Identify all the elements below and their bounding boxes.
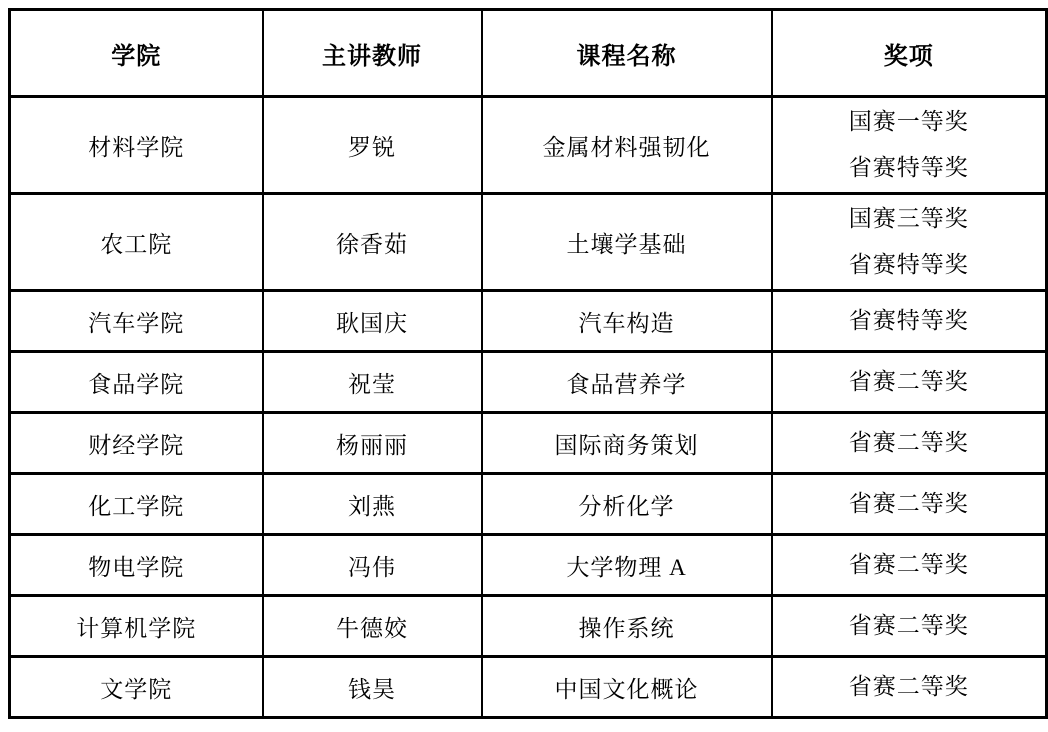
header-cell-teacher: 主讲教师 xyxy=(263,10,482,97)
award-line: 省赛特等奖 xyxy=(848,155,969,180)
cell-course: 分析化学 xyxy=(482,474,772,535)
award-line: 省赛二等奖 xyxy=(848,552,969,577)
cell-teacher: 冯伟 xyxy=(263,535,482,596)
cell-teacher: 杨丽丽 xyxy=(263,413,482,474)
cell-teacher: 耿国庆 xyxy=(263,291,482,352)
header-cell-award: 奖项 xyxy=(772,10,1047,97)
cell-awards xyxy=(772,474,1047,535)
table-row xyxy=(10,474,1047,535)
award-line: 省赛二等奖 xyxy=(848,491,969,516)
cell-course: 大学物理 A xyxy=(482,535,772,596)
table-header-row xyxy=(10,10,1047,97)
table-row xyxy=(10,657,1047,718)
cell-awards xyxy=(772,657,1047,718)
cell-college: 材料学院 xyxy=(10,97,263,194)
cell-course: 中国文化概论 xyxy=(482,657,772,718)
award-line: 省赛二等奖 xyxy=(848,369,969,394)
cell-awards xyxy=(772,535,1047,596)
cell-awards xyxy=(772,194,1047,291)
cell-teacher: 刘燕 xyxy=(263,474,482,535)
course-award-table xyxy=(8,8,1048,719)
cell-teacher: 牛德姣 xyxy=(263,596,482,657)
award-line: 省赛二等奖 xyxy=(848,613,969,638)
header-cell-course: 课程名称 xyxy=(482,10,772,97)
cell-course: 汽车构造 xyxy=(482,291,772,352)
award-line: 省赛二等奖 xyxy=(848,430,969,455)
table-row xyxy=(10,352,1047,413)
award-line: 省赛二等奖 xyxy=(848,674,969,699)
cell-college: 财经学院 xyxy=(10,413,263,474)
table-row xyxy=(10,97,1047,194)
cell-awards xyxy=(772,596,1047,657)
cell-college: 文学院 xyxy=(10,657,263,718)
cell-college: 化工学院 xyxy=(10,474,263,535)
cell-course: 国际商务策划 xyxy=(482,413,772,474)
cell-teacher: 祝莹 xyxy=(263,352,482,413)
award-line: 国赛三等奖 xyxy=(848,206,969,231)
cell-awards xyxy=(772,413,1047,474)
cell-course: 土壤学基础 xyxy=(482,194,772,291)
cell-college: 食品学院 xyxy=(10,352,263,413)
cell-awards xyxy=(772,291,1047,352)
table-row xyxy=(10,194,1047,291)
cell-awards xyxy=(772,97,1047,194)
cell-course: 操作系统 xyxy=(482,596,772,657)
cell-teacher: 罗锐 xyxy=(263,97,482,194)
header-cell-college: 学院 xyxy=(10,10,263,97)
cell-college: 农工院 xyxy=(10,194,263,291)
cell-teacher: 徐香茹 xyxy=(263,194,482,291)
cell-teacher: 钱昊 xyxy=(263,657,482,718)
cell-awards xyxy=(772,352,1047,413)
award-line: 省赛特等奖 xyxy=(848,252,969,277)
table-row xyxy=(10,413,1047,474)
table-row xyxy=(10,596,1047,657)
cell-course: 食品营养学 xyxy=(482,352,772,413)
award-line: 省赛特等奖 xyxy=(848,308,969,333)
cell-college: 物电学院 xyxy=(10,535,263,596)
cell-course: 金属材料强韧化 xyxy=(482,97,772,194)
award-line: 国赛一等奖 xyxy=(848,109,969,134)
cell-college: 计算机学院 xyxy=(10,596,263,657)
table-row xyxy=(10,535,1047,596)
cell-college: 汽车学院 xyxy=(10,291,263,352)
table-row xyxy=(10,291,1047,352)
